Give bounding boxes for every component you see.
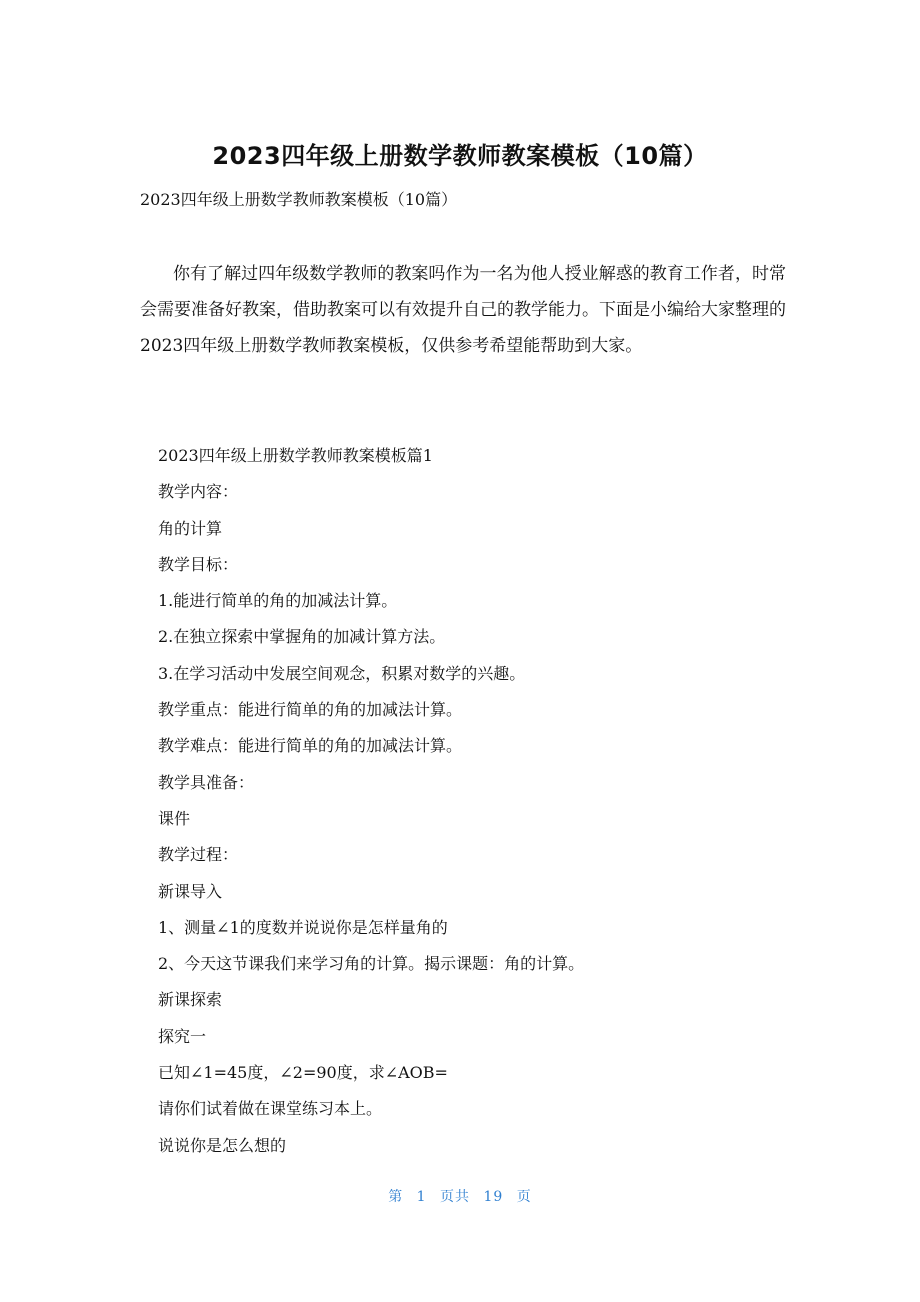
lesson-content — [158, 438, 798, 1164]
content-line: 教学难点：能进行简单的角的加减法计算。 — [158, 736, 463, 756]
footer-total-pages: 19 — [483, 1189, 504, 1205]
content-line: 新课导入 — [158, 881, 223, 901]
content-line: 请你们试着做在课堂练习本上。 — [158, 1099, 383, 1119]
content-line: 1.能进行简单的角的加减法计算。 — [158, 591, 398, 611]
content-line: 已知∠1=45度，∠2=90度，求∠AOB= — [158, 1063, 448, 1083]
content-line: 3.在学习活动中发展空间观念，积累对数学的兴趣。 — [158, 663, 526, 683]
footer-current-page: 1 — [416, 1189, 427, 1205]
content-line: 1、测量∠1的度数并说说你是怎样量角的 — [158, 917, 448, 937]
content-line: 课件 — [158, 808, 191, 828]
footer-middle: 页共 — [440, 1189, 471, 1205]
document-title: 2023四年级上册数学教师教案模板（10篇） — [212, 142, 708, 170]
content-line: 教学内容： — [158, 482, 239, 502]
content-line: 教学重点：能进行简单的角的加减法计算。 — [158, 700, 463, 720]
section-heading: 2023四年级上册数学教师教案模板篇1 — [158, 446, 433, 465]
content-line: 教学过程： — [158, 845, 239, 865]
content-line: 新课探索 — [158, 990, 223, 1010]
footer-prefix: 第 — [388, 1189, 404, 1205]
document-subtitle: 2023四年级上册数学教师教案模板（10篇） — [140, 190, 458, 209]
content-line: 2.在独立探索中掌握角的加减计算方法。 — [158, 627, 446, 647]
content-line: 探究一 — [158, 1026, 207, 1046]
content-line: 角的计算 — [158, 518, 223, 538]
intro-paragraph: 你有了解过四年级数学教师的教案吗作为一名为他人授业解惑的教育工作者，时常会需要准备好教案，借助教案可以有效提升自己的教学能力。下面是小编给大家整理的2023四年级上册数学教师教案模板，仅供参考希望能帮助到大家。 — [140, 264, 786, 356]
page-footer — [0, 1186, 920, 1208]
content-line: 教学具准备： — [158, 772, 255, 792]
footer-suffix: 页 — [516, 1189, 532, 1205]
content-line: 2、今天这节课我们来学习角的计算。揭示课题：角的计算。 — [158, 954, 585, 974]
content-line: 教学目标： — [158, 554, 239, 574]
content-line: 说说你是怎么想的 — [158, 1135, 287, 1155]
